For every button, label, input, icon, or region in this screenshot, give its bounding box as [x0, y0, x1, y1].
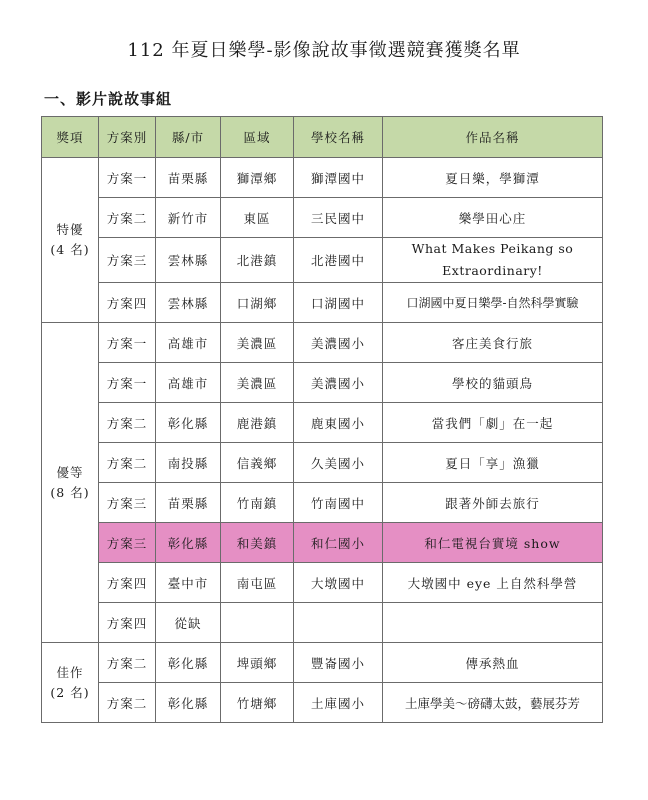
table-row — [42, 563, 603, 603]
school-cell: 豐崙國小 — [294, 643, 383, 683]
county-cell: 雲林縣 — [156, 238, 221, 283]
work-cell: 夏日「享」漁獵 — [383, 443, 603, 483]
school-cell: 口湖國中 — [294, 283, 383, 323]
district-cell: 獅潭鄉 — [221, 158, 294, 198]
work-cell: 和仁電視台實境 show — [383, 523, 603, 563]
table-row — [42, 238, 603, 283]
district-cell: 美濃區 — [221, 323, 294, 363]
work-cell: 客庄美食行旅 — [383, 323, 603, 363]
header-district: 區域 — [221, 117, 294, 158]
school-cell: 北港國中 — [294, 238, 383, 283]
school-cell: 竹南國中 — [294, 483, 383, 523]
award-count: (8 名) — [50, 484, 90, 500]
award-cell-excellent — [42, 158, 99, 323]
county-cell: 臺中市 — [156, 563, 221, 603]
plan-cell: 方案四 — [99, 563, 156, 603]
award-label: 特優 — [56, 222, 84, 237]
school-cell: 鹿東國小 — [294, 403, 383, 443]
county-cell: 苗栗縣 — [156, 483, 221, 523]
district-cell: 竹塘鄉 — [221, 683, 294, 723]
district-cell — [221, 603, 294, 643]
table-row — [42, 403, 603, 443]
school-cell: 三民國中 — [294, 198, 383, 238]
table-row — [42, 198, 603, 238]
district-cell: 和美鎮 — [221, 523, 294, 563]
table-row — [42, 158, 603, 198]
county-cell: 苗栗縣 — [156, 158, 221, 198]
district-cell: 北港鎮 — [221, 238, 294, 283]
work-cell: 跟著外師去旅行 — [383, 483, 603, 523]
plan-cell: 方案一 — [99, 323, 156, 363]
work-cell: 夏日樂，學獅潭 — [383, 158, 603, 198]
school-cell — [294, 603, 383, 643]
county-cell: 南投縣 — [156, 443, 221, 483]
work-cell: 大墩國中 eye 上自然科學營 — [383, 563, 603, 603]
award-count: (4 名) — [50, 242, 90, 257]
district-cell: 埤頭鄉 — [221, 643, 294, 683]
work-cell: 學校的貓頭鳥 — [383, 363, 603, 403]
plan-cell: 方案三 — [99, 523, 156, 563]
table-row — [42, 323, 603, 363]
county-cell: 雲林縣 — [156, 283, 221, 323]
work-cell: 當我們「劇」在一起 — [383, 403, 603, 443]
award-cell-merit — [42, 323, 99, 643]
award-label: 佳作 — [56, 664, 84, 680]
plan-cell: 方案三 — [99, 483, 156, 523]
district-cell: 南屯區 — [221, 563, 294, 603]
work-cell: What Makes Peikang so Extraordinary! — [383, 238, 603, 283]
school-cell: 獅潭國中 — [294, 158, 383, 198]
county-cell: 新竹市 — [156, 198, 221, 238]
award-label: 優等 — [56, 464, 84, 480]
table-row — [42, 643, 603, 683]
table-row — [42, 683, 603, 723]
award-count: (2 名) — [50, 684, 90, 700]
school-cell: 和仁國小 — [294, 523, 383, 563]
plan-cell: 方案二 — [99, 403, 156, 443]
county-cell: 高雄市 — [156, 323, 221, 363]
school-cell: 美濃國小 — [294, 363, 383, 403]
county-cell: 彰化縣 — [156, 643, 221, 683]
header-plan: 方案別 — [99, 117, 156, 158]
plan-cell: 方案四 — [99, 603, 156, 643]
work-cell: 土庫學美～磅礴太鼓，藝展芬芳 — [383, 683, 603, 723]
county-cell: 彰化縣 — [156, 523, 221, 563]
county-cell: 高雄市 — [156, 363, 221, 403]
table-row — [42, 483, 603, 523]
plan-cell: 方案二 — [99, 643, 156, 683]
header-county: 縣/市 — [156, 117, 221, 158]
school-cell: 土庫國小 — [294, 683, 383, 723]
district-cell: 信義鄉 — [221, 443, 294, 483]
plan-cell: 方案三 — [99, 238, 156, 283]
page-title: 112 年夏日樂學-影像說故事徵選競賽獲獎名單 — [127, 40, 521, 61]
school-cell: 久美國小 — [294, 443, 383, 483]
work-cell — [383, 603, 603, 643]
school-cell: 大墩國中 — [294, 563, 383, 603]
plan-cell: 方案一 — [99, 363, 156, 403]
district-cell: 竹南鎮 — [221, 483, 294, 523]
work-cell: 傳承熱血 — [383, 643, 603, 683]
district-cell: 口湖鄉 — [221, 283, 294, 323]
header-work: 作品名稱 — [383, 117, 603, 158]
plan-cell: 方案二 — [99, 683, 156, 723]
district-cell: 東區 — [221, 198, 294, 238]
header-award: 獎項 — [42, 117, 99, 158]
award-table — [41, 116, 603, 723]
highlighted-row — [42, 523, 603, 563]
county-cell: 從缺 — [156, 603, 221, 643]
table-header-row — [42, 117, 603, 158]
plan-cell: 方案二 — [99, 443, 156, 483]
table-row — [42, 443, 603, 483]
district-cell: 鹿港鎮 — [221, 403, 294, 443]
table-row — [42, 603, 603, 643]
table-row — [42, 363, 603, 403]
award-cell-honorable — [42, 643, 99, 723]
section-title: 一、影片說故事組 — [44, 90, 173, 108]
county-cell: 彰化縣 — [156, 683, 221, 723]
header-school: 學校名稱 — [294, 117, 383, 158]
table-row — [42, 283, 603, 323]
district-cell: 美濃區 — [221, 363, 294, 403]
work-cell: 口湖國中夏日樂學-自然科學實驗 — [383, 283, 603, 323]
work-cell: 樂學田心庄 — [383, 198, 603, 238]
plan-cell: 方案四 — [99, 283, 156, 323]
plan-cell: 方案二 — [99, 198, 156, 238]
county-cell: 彰化縣 — [156, 403, 221, 443]
school-cell: 美濃國小 — [294, 323, 383, 363]
plan-cell: 方案一 — [99, 158, 156, 198]
